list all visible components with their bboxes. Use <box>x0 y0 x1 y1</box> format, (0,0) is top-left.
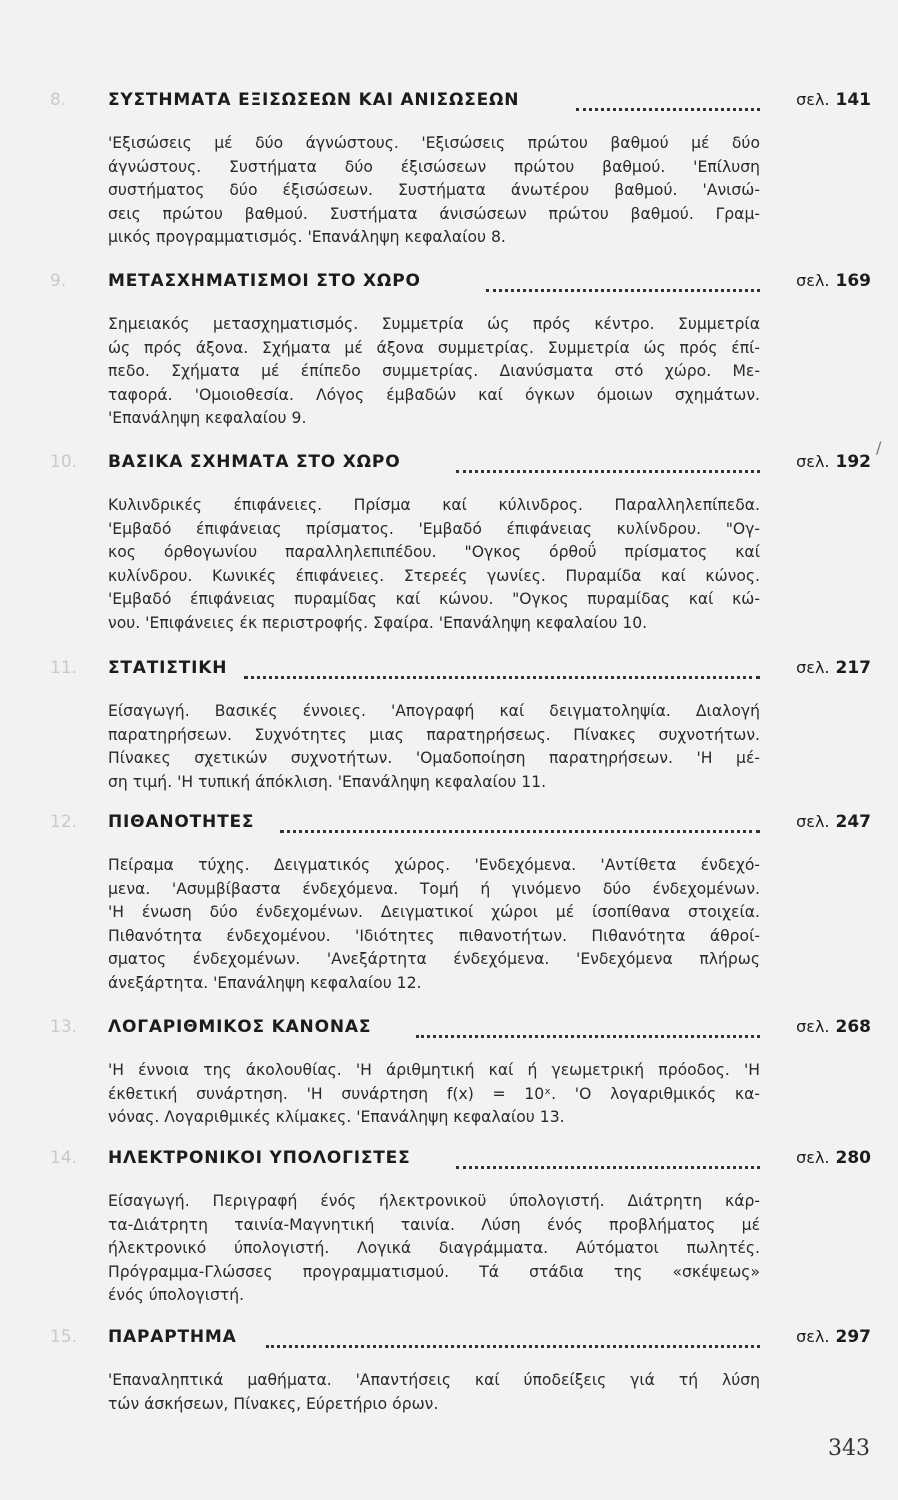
chapter-number: 11. <box>50 658 78 678</box>
description-line: 'Η ένωση δύο ένδεχομένων. Δειγματικοί χώροι μέ ίσοπίθανα στοιχεία. <box>108 903 760 922</box>
chapter-title: ΣΤΑΤΙΣΤΙΚΗ <box>108 658 228 678</box>
chapter-number: 10. <box>50 452 78 472</box>
description-line: 'Εμβαδό έπιφάνειας πρίσματος. 'Εμβαδό έπιφάνειας κυλίνδρου. "Ογ- <box>108 519 760 538</box>
chapter-page-number: 247 <box>835 812 871 832</box>
chapter-title: ΠΙΘΑΝΟΤΗΤΕΣ <box>108 812 255 832</box>
description-line: κυλίνδρου. Κωνικές έπιφάνειες. Στερεές γωνίες. Πυραμίδα καί κώνος. <box>108 566 760 585</box>
chapter-description <box>108 313 760 431</box>
chapter-page-number: 268 <box>835 1017 871 1037</box>
leader-dots <box>456 466 760 473</box>
description-line: 'Εξισώσεις μέ δύο άγνώστους. 'Εξισώσεις πρώτου βαθμού μέ δύο <box>108 134 760 152</box>
chapter-page-ref <box>796 658 871 678</box>
chapter-number: 14. <box>50 1148 78 1168</box>
description-line: Πιθανότητα ένδεχομένου. 'Ιδιότητες πιθανοτήτων. Πιθανότητα άθροί- <box>108 926 760 945</box>
description-line: 'Η έννοια της άκολουθίας. 'Η άριθμητική καί ή γεωμετρική πρόοδος. 'Η <box>108 1061 760 1079</box>
description-line: Είσαγωγή. Περιγραφή ένός ήλεκτρονικοϋ ύπολογιστή. Διάτρητη κάρ- <box>108 1192 760 1210</box>
chapter-description <box>108 1190 760 1308</box>
chapter-title: ΣΥΣΤΗΜΑΤΑ ΕΞΙΣΩΣΕΩΝ ΚΑΙ ΑΝΙΣΩΣΕΩΝ <box>108 90 520 110</box>
chapter-number: 12. <box>50 812 78 832</box>
page-label: σελ. <box>796 1148 830 1167</box>
description-line: Κυλινδρικές έπιφάνειες. Πρίσμα καί κύλινδρος. Παραλληλεπίπεδα. <box>108 496 760 514</box>
chapter-number: 9. <box>50 271 67 291</box>
description-line: άγνώστους. Συστήματα δύο έξισώσεων πρώτου βαθμού. 'Επίλυση <box>108 157 760 176</box>
chapter-title: ΜΕΤΑΣΧΗΜΑΤΙΣΜΟΙ ΣΤΟ ΧΩΡΟ <box>108 271 421 291</box>
chapter-page-ref <box>796 812 871 832</box>
description-line: νόνας. Λογαριθμικές κλίμακες. 'Επανάληψη κεφαλαίου 13. <box>108 1108 565 1127</box>
page-number: 343 <box>828 1436 870 1461</box>
description-line: μενα. 'Ασυμβίβαστα ένδεχόμενα. Τομή ή γινόμενο δύο ένδεχομένων. <box>108 879 760 898</box>
page-label: σελ. <box>796 452 830 471</box>
description-line: πεδο. Σχήματα μέ έπίπεδο συμμετρίας. Διανύσματα στό χώρο. Με- <box>108 362 760 381</box>
description-line: 'Επανάληψη κεφαλαίου 9. <box>108 409 307 428</box>
chapter-title: ΛΟΓΑΡΙΘΜΙΚΟΣ ΚΑΝΟΝΑΣ <box>108 1017 372 1037</box>
leader-dots <box>486 285 760 292</box>
page-label: σελ. <box>796 90 830 109</box>
chapter-description <box>108 1059 760 1130</box>
page-label: σελ. <box>796 1327 830 1346</box>
description-line: ήλεκτρονικό ύπολογιστή. Λογικά διαγράμματα. Αύτόματοι πωλητές. <box>108 1239 760 1258</box>
leader-dots <box>280 826 760 833</box>
leader-dots <box>576 104 760 111</box>
description-line: 'Επαναληπτικά μαθήματα. 'Απαντήσεις καί ύποδείξεις γιά τή λύση <box>108 1371 760 1389</box>
chapter-page-number: 297 <box>835 1327 871 1347</box>
chapter-page-ref <box>796 1017 871 1037</box>
description-line: ένός ύπολογιστή. <box>108 1286 245 1305</box>
description-line: σεις πρώτου βαθμού. Συστήματα άνισώσεων πρώτου βαθμού. Γραμ- <box>108 204 760 223</box>
description-line: μικός προγραμματισμός. 'Επανάληψη κεφαλαίου 8. <box>108 228 506 247</box>
chapter-description <box>108 700 760 794</box>
description-line: τών άσκήσεων, Πίνακες, Εύρετήριο όρων. <box>108 1394 439 1413</box>
description-line: Είσαγωγή. Βασικές έννοιες. 'Απογραφή καί δειγματοληψία. Διαλογή <box>108 702 760 720</box>
description-line: Σημειακός μετασχηματισμός. Συμμετρία ώς πρός κέντρο. Συμμετρία <box>108 315 760 333</box>
chapter-title: ΠΑΡΑΡΤΗΜΑ <box>108 1327 237 1347</box>
description-line: άνεξάρτητα. 'Επανάληψη κεφαλαίου 12. <box>108 973 422 992</box>
chapter-description <box>108 494 760 636</box>
description-line: σματος ένδεχομένων. 'Ανεξάρτητα ένδεχόμενα. 'Ενδεχόμενα πλήρως <box>108 950 760 969</box>
leader-dots <box>244 672 760 679</box>
chapter-page-ref <box>796 1148 871 1168</box>
description-line: Πείραμα τύχης. Δειγματικός χώρος. 'Ενδεχόμενα. 'Αντίθετα ένδεχό- <box>108 856 760 874</box>
description-line: τα-Διάτρητη ταινία-Μαγνητική ταινία. Λύση ένός προβλήματος μέ <box>108 1215 760 1234</box>
chapter-page-number: 280 <box>835 1148 871 1168</box>
description-line: ταφορά. 'Ομοιοθεσία. Λόγος έμβαδών καί όγκων όμοιων σχημάτων. <box>108 385 760 404</box>
chapter-description <box>108 132 760 250</box>
chapter-description <box>108 1369 760 1416</box>
description-line: ση τιμή. 'Η τυπική άπόκλιση. 'Επανάληψη κεφαλαίου 11. <box>108 772 547 791</box>
chapter-page-ref <box>796 452 871 472</box>
description-line: παρατηρήσεων. Συχνότητες μιας παρατηρήσεως. Πίνακες συχνοτήτων. <box>108 725 760 744</box>
description-line: νου. 'Επιφάνειες έκ περιστροφής. Σφαίρα. 'Επανάληψη κεφαλαίου 10. <box>108 613 648 632</box>
chapter-number: 13. <box>50 1017 78 1037</box>
description-line: ώς πρός άξονα. Σχήματα μέ άξονα συμμετρίας. Συμμετρία ώς πρός έπί- <box>108 338 760 357</box>
page-label: σελ. <box>796 1017 830 1036</box>
description-line: συστήματος δύο έξισώσεων. Συστήματα άνωτέρου βαθμού. 'Ανισώ- <box>108 181 760 200</box>
page-label: σελ. <box>796 271 830 290</box>
description-line: Πίνακες σχετικών συχνοτήτων. 'Ομαδοποίηση παρατηρήσεων. 'Η μέ- <box>108 749 760 768</box>
chapter-page-number: 192 <box>835 452 871 472</box>
leader-dots <box>456 1162 760 1169</box>
chapter-page-ref <box>796 1327 871 1347</box>
chapter-page-number: 141 <box>835 90 871 110</box>
chapter-number: 15. <box>50 1327 78 1347</box>
description-line: Πρόγραμμα-Γλώσσες προγραμματισμού. Τά στάδια της «σκέψεως» <box>108 1262 760 1281</box>
chapter-title: ΗΛΕΚΤΡΟΝΙΚΟΙ ΥΠΟΛΟΓΙΣΤΕΣ <box>108 1148 411 1168</box>
page-label: σελ. <box>796 658 830 677</box>
chapter-page-number: 169 <box>835 271 871 291</box>
chapter-page-number: 217 <box>835 658 871 678</box>
chapter-page-ref <box>796 90 871 110</box>
description-line: 'Εμβαδό έπιφάνειας πυραμίδας καί κώνου. "Ογκος πυραμίδας καί κώ- <box>108 590 760 609</box>
chapter-page-ref <box>796 271 871 291</box>
leader-dots <box>266 1341 760 1348</box>
chapter-description <box>108 854 760 996</box>
page-label: σελ. <box>796 812 830 831</box>
description-line: έκθετική συνάρτηση. 'Η συνάρτηση f(x) = 10ˣ. 'Ο λογαριθμικός κα- <box>108 1084 760 1103</box>
description-line: κος όρθογωνίου παραλληλεπιπέδου. "Ογκος όρθοΰ πρίσματος καί <box>108 543 760 562</box>
chapter-number: 8. <box>50 90 67 110</box>
leader-dots <box>416 1031 760 1038</box>
margin-pencil-mark: / <box>876 438 882 457</box>
chapter-title: ΒΑΣΙΚΑ ΣΧΗΜΑΤΑ ΣΤΟ ΧΩΡΟ <box>108 452 401 472</box>
